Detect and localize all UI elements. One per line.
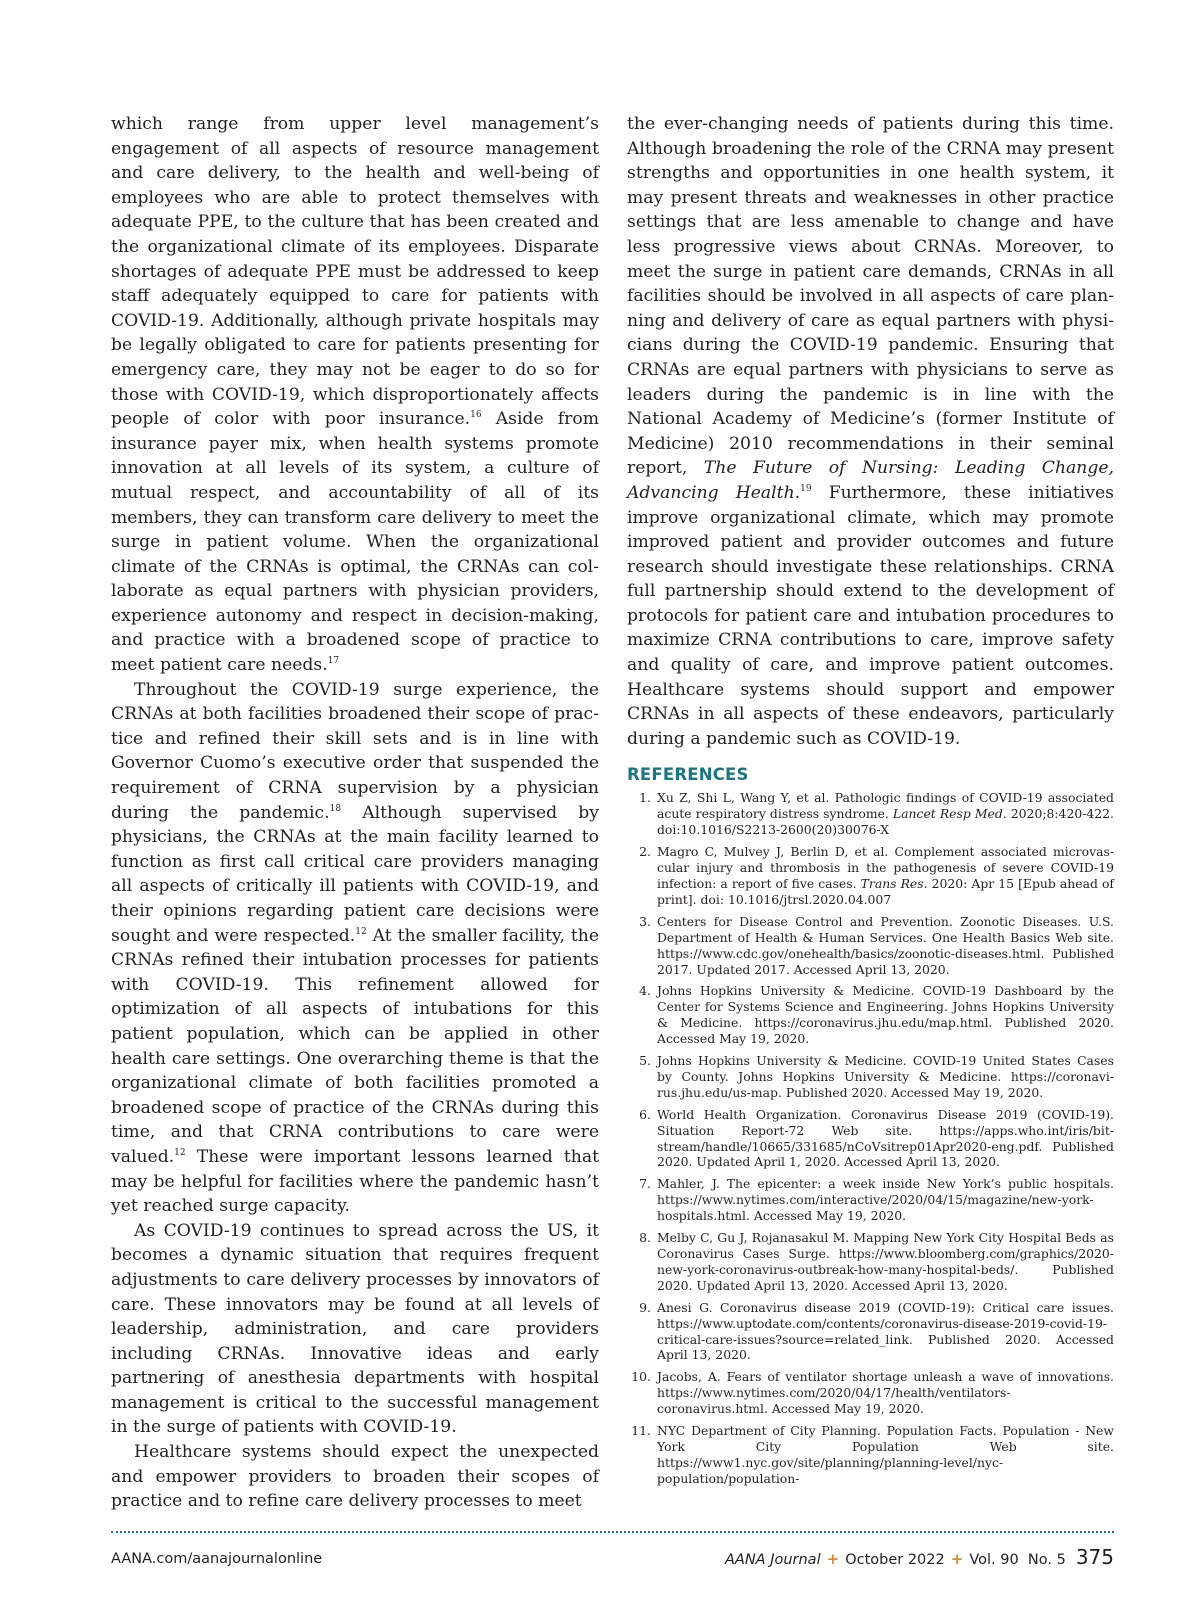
- reference-item: [627, 1107, 1114, 1171]
- reference-number: 5.: [639, 1053, 651, 1069]
- footer-divider: [111, 1531, 1114, 1533]
- citation-17: 17: [327, 656, 340, 667]
- reference-text: Anesi G. Coronavirus disease 2019 (COVID-19): Critical care issues. https://www.uptodate.com/contents/coronavirus-disease-2019-covid-19-critical-care-issues?source=related_link. Published 2020. Accessed April 13, 2020.: [657, 1299, 1114, 1363]
- body-paragraph-5: the ever-changing needs of patients during this time. Although broadening the role of the CRNA may present strengths and opportunities in one health system, it may present threats and weaknesses in other practice settings that are less amenable to change and have less progressive views about CRNAs. Moreover, to meet the surge in patient care demands, CRNAs in all facilities should be involved in all aspects of care planning and delivery of care as equal partners with physicians during the COVID-19 pandemic. Ensuring that CRNAs are equal partners with physicians to serve as leaders during the pandemic is in line with the National Academy of Medicine’s (former Institute of Medicine) 2010 recommendations in their seminal report, The Future of Nursing: Leading Change, Advancing Health.$^{19}$ Furthermore, these initiatives improve organizational climate, which may promote improved patient and provider outcomes and future research should investigate these relationships. CRNA full partnership should extend to the development of protocols for patient care and intubation procedures to maximize CRNA contributions to care, improve safety and quality of care, and improve patient outcomes. Healthcare systems should support and empower CRNAs in all aspects of these endeavors, particularly during a pandemic such as COVID-19.: [627, 114, 1115, 749]
- citation-16: 16: [470, 410, 482, 421]
- reference-text: NYC Department of City Planning. Population Facts. Population - New York City Population Web site. https://www1.nyc.gov/site/planning/planning-level/nyc-population/population-: [657, 1423, 1114, 1486]
- reference-number: 7.: [639, 1176, 651, 1192]
- reference-text-tail: 2020: Apr 15 [Epub ahead of print]. doi: 10.1016/jtrsl.2020.04.007: [657, 875, 1114, 907]
- reference-text: Xu Z, Shi L, Wang Y, et al. Pathologic findings of COVID-19 associated acute respiratory distress syndrome.: [657, 790, 1114, 822]
- reference-text-tail: 2020;8:420-422. doi:10.1016/S2213-2600(20)30076-X: [657, 806, 1114, 838]
- reference-journal: Lancet Resp Med.: [892, 806, 1007, 822]
- reference-number: 4.: [639, 983, 651, 999]
- citation-19: 19: [800, 483, 812, 494]
- reference-number: 9.: [639, 1299, 651, 1315]
- reference-text: Johns Hopkins University & Medicine. COVID-19 United States Cases by County. Johns Hopkins University & Medicine. https://coronavirus.jhu.edu/us-map. Published 2020. Accessed May 19, 2020.: [657, 1053, 1114, 1100]
- report-title: The Future of Nursing: Leading Change, Advancing Health: [627, 458, 1114, 503]
- reference-item: [627, 790, 1114, 838]
- footer-journal-info: [725, 1545, 1114, 1569]
- reference-text: Johns Hopkins University & Medicine. COVID-19 Dashboard by the Center for Systems Science and Engineering. Johns Hopkins University & Medicine. https://coronavirus.jhu.edu/map.html. Published 2020. Accessed May 19, 2020.: [657, 983, 1114, 1047]
- references-heading: REFERENCES: [627, 765, 749, 785]
- body-paragraph-3: As COVID-19 continues to spread across the US, it becomes a dynamic situation that requires frequent adjustments to care delivery processes by innovators of care. These innovators may be found at all levels of leadership, administration, and care providers including CRNAs. Innovative ideas and early partnering of anesthesia departments with hospital management is critical to the successful management in the surge of patients with COVID-19.: [111, 1220, 599, 1438]
- reference-number: 3.: [639, 913, 651, 929]
- reference-item: [627, 1176, 1114, 1224]
- reference-item: [627, 983, 1114, 1047]
- reference-text: Magro C, Mulvey J, Berlin D, et al. Complement associated microvascular injury and thrombosis in the pathogenesis of severe COVID-19 infection: a report of five cases.: [657, 844, 1114, 891]
- plus-icon: +: [950, 1550, 964, 1568]
- page-number: 375: [1075, 1545, 1114, 1569]
- right-column: [627, 112, 1114, 1493]
- reference-text: Jacobs, A. Fears of ventilator shortage unleash a wave of innovations. https://www.nytimes.com/2020/04/17/health/ventilators-coronavirus.html. Accessed May 19, 2020.: [657, 1369, 1114, 1417]
- volume-number: Vol. 90 No. 5: [969, 1552, 1066, 1568]
- left-column: [111, 112, 599, 1514]
- body-paragraph-4: Healthcare systems should expect the unexpected and empower providers to broaden their scopes of practice and to refine care delivery processes to meet: [111, 1442, 599, 1512]
- reference-text: Mahler, J. The epicenter: a week inside New York’s public hospitals. https://www.nytimes.com/interactive/2020/04/15/magazine/new-york-hospitals.html. Accessed May 19, 2020.: [657, 1176, 1114, 1224]
- reference-text: Centers for Disease Control and Prevention. Zoonotic Diseases. U.S. Department of Health & Human Services. One Health Basics Web site. https://www.cdc.gov/onehealth/basics/zoonotic-diseases.html. Published 2017. Updated 2017. Accessed April 13, 2020.: [657, 913, 1114, 977]
- reference-item: [627, 1369, 1114, 1417]
- reference-item: [627, 844, 1114, 908]
- reference-item: [627, 1423, 1114, 1487]
- citation-12: 12: [355, 926, 367, 937]
- references-list: [627, 790, 1114, 1486]
- reference-number: 8.: [639, 1230, 651, 1246]
- issue-date: October 2022: [845, 1552, 945, 1568]
- body-paragraph-2: Throughout the COVID-19 surge experience, the CRNAs at both facilities broadened their scope of practice and refined their skill sets and is in line with Governor Cuomo’s executive order that suspended the requirement of CRNA supervision by a physician during the pandemic.$^{18}$ Although supervised by physicians, the CRNAs at the main facility learned to function as first call critical care providers managing all aspects of critically ill patients with COVID-19, and their opinions regarding patient care decisions were sought and were respected.$^{12}$ At the smaller facility, the CRNAs refined their intubation processes for patients with COVID-19. This refinement allowed for optimization of all aspects of intubations for this patient population, which can be applied in other health care settings. One overarching theme is that the organizational climate of both facilities promoted a broadened scope of practice of the CRNAs during this time, and that CRNA contributions to care were valued.$^{12}$ These were important lessons learned that may be helpful for facilities where the pandemic hasn’t yet reached surge capacity.: [111, 679, 600, 1217]
- reference-item: [627, 1053, 1114, 1101]
- footer-url[interactable]: AANA.com/aanajournalonline: [111, 1551, 323, 1567]
- reference-item: [627, 1300, 1114, 1364]
- reference-number: 10.: [631, 1369, 651, 1385]
- reference-text: World Health Organization. Coronavirus Disease 2019 (COVID-19). Situation Report-72 Web site. https://apps.who.int/iris/bitstream/handle/10665/331685/nCoVsitrep01Apr2020-eng.pdf. Published 2020. Updated April 1, 2020. Accessed April 13, 2020.: [657, 1106, 1114, 1170]
- reference-item: [627, 914, 1114, 978]
- reference-number: 11.: [631, 1423, 651, 1439]
- plus-icon: +: [826, 1550, 840, 1568]
- journal-name: AANA Journal: [724, 1552, 821, 1568]
- reference-number: 6.: [639, 1106, 651, 1122]
- reference-number: 1.: [639, 790, 651, 806]
- citation-18: 18: [329, 803, 342, 814]
- citation-12b: 12: [174, 1147, 186, 1158]
- body-paragraph-1: which range from upper level management’s engagement of all aspects of resource management and care delivery, to the health and well-being of employees who are able to protect themselves with adequate PPE, to the culture that has been created and the organizational climate of its employees. Disparate shortages of adequate PPE must be addressed to keep staff adequately equipped to care for patients with COVID-19. Additionally, although private hospitals may be legally obligated to care for patients presenting for emergency care, they may not be eager to do so for those with COVID-19, which disproportionately affects people of color with poor insurance.$^{16}$ Aside from insurance payer mix, when health systems promote innovation at all levels of its system, a culture of mutual respect, and accountability of all of its members, they can transform care delivery to meet the surge in patient volume. When the organizational climate of the CRNAs is optimal, the CRNAs can collaborate as equal partners with physician providers, experience autonomy and respect in decision-making, and practice with a broadened scope of practice to meet patient care needs.$^{17}$: [111, 114, 599, 676]
- reference-journal: Trans Res.: [860, 875, 928, 891]
- reference-text: Melby C, Gu J, Rojanasakul M. Mapping New York City Hospital Beds as Coronavirus Cases Surge. https://www.bloomberg.com/graphics/2020-new-york-coronavirus-outbreak-how-many-hospital-beds/. Published 2020. Updated April 13, 2020. Accessed April 13, 2020.: [657, 1230, 1114, 1293]
- reference-item: [627, 1230, 1114, 1294]
- reference-number: 2.: [639, 844, 651, 860]
